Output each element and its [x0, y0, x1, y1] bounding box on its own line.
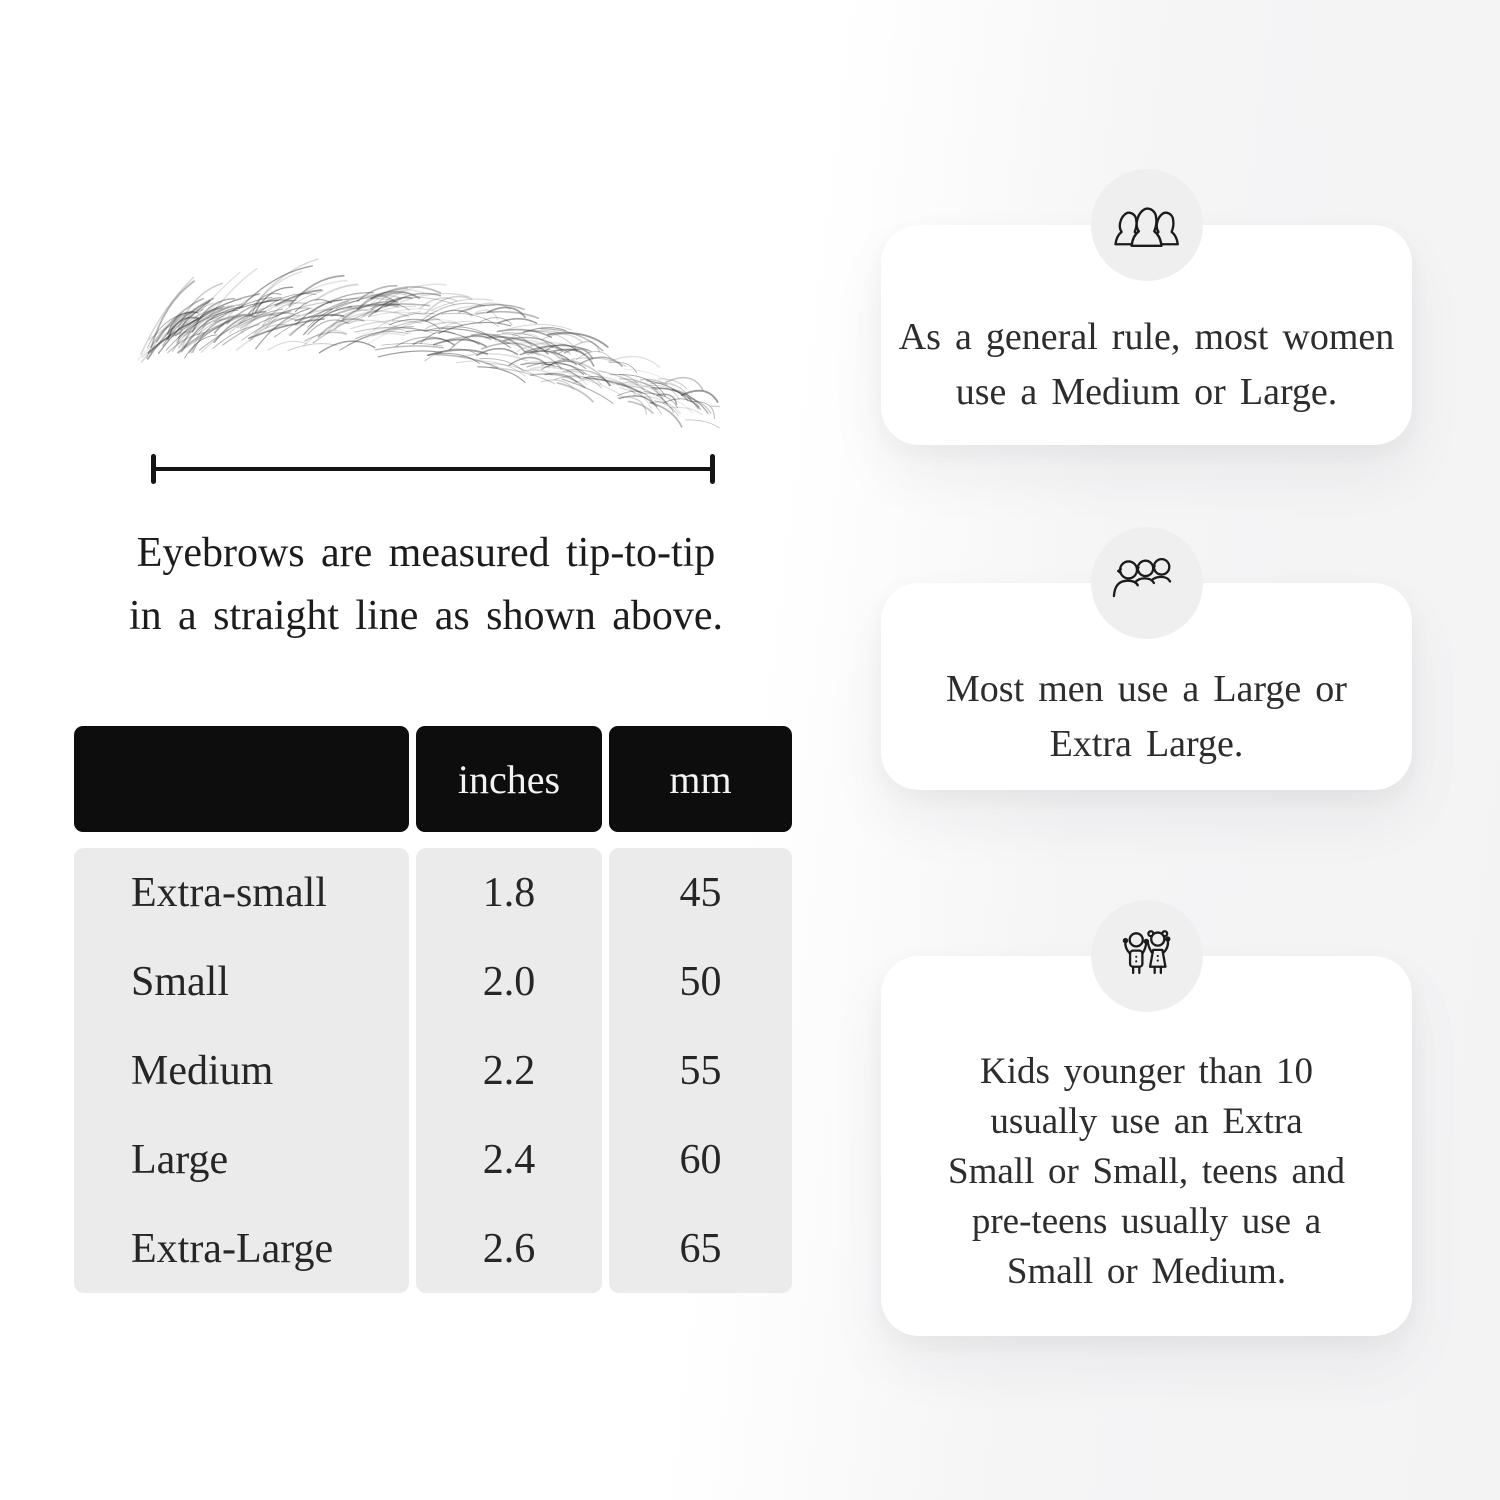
size-table-body: [74, 848, 792, 1293]
card-text: [946, 662, 1347, 772]
mm-column-header: mm: [609, 726, 792, 832]
size-label-column: [74, 848, 409, 1293]
mm-value-cell: 60: [679, 1136, 722, 1183]
card-line: Most men use a Large or: [946, 667, 1347, 710]
men-group-icon: [1108, 553, 1186, 613]
card-line: Extra Large.: [1049, 722, 1244, 765]
card-line: pre-teens usually use a: [971, 1201, 1322, 1242]
card-text: [899, 310, 1395, 420]
card-line: usually use an Extra: [990, 1101, 1303, 1142]
women-group-icon: [1108, 195, 1186, 255]
measure-cap-right: [710, 454, 715, 484]
caption-line-2: in a straight line as shown above.: [129, 593, 723, 639]
eyebrow-sketch-svg: [130, 253, 720, 428]
card-line: Kids younger than 10: [980, 1051, 1313, 1092]
measurement-caption: [96, 522, 756, 648]
inches-value-cell: 1.8: [482, 869, 536, 916]
info-card-women: [881, 225, 1412, 445]
measurement-line: [151, 454, 715, 484]
inches-value-column: [416, 848, 602, 1293]
icon-badge: [1091, 527, 1203, 639]
icon-badge: [1091, 900, 1203, 1012]
mm-value-cell: 45: [679, 869, 722, 916]
card-line: As a general rule, most women: [898, 316, 1395, 358]
kids-icon: [1108, 926, 1186, 986]
card-text: [948, 1047, 1345, 1297]
mm-value-cell: 55: [679, 1047, 722, 1094]
caption-line-1: Eyebrows are measured tip-to-tip: [136, 530, 716, 576]
size-table: [74, 726, 792, 1293]
measure-bar: [151, 467, 715, 471]
size-label-cell: Small: [131, 958, 230, 1005]
card-line: Small or Small, teens and: [948, 1151, 1345, 1192]
card-line: Small or Medium.: [1006, 1251, 1287, 1292]
size-label-cell: Medium: [131, 1047, 274, 1094]
size-label-cell: Large: [131, 1136, 229, 1183]
mm-value-cell: 50: [679, 958, 722, 1005]
info-card-men: [881, 583, 1412, 790]
size-table-header: [74, 726, 792, 832]
inches-value-cell: 2.2: [482, 1047, 536, 1094]
mm-value-column: [609, 848, 792, 1293]
inches-value-cell: 2.0: [482, 958, 536, 1005]
mm-value-cell: 65: [679, 1225, 722, 1272]
eyebrow-illustration: [130, 253, 720, 428]
inches-value-cell: 2.6: [482, 1225, 536, 1272]
size-label-cell: Extra-Large: [131, 1225, 334, 1272]
icon-badge: [1091, 169, 1203, 281]
inches-column-header: inches: [416, 726, 602, 832]
size-label-cell: Extra-small: [131, 869, 327, 916]
info-card-kids: [881, 956, 1412, 1336]
inches-value-cell: 2.4: [482, 1136, 536, 1183]
size-column-header: [74, 726, 409, 832]
card-line: use a Medium or Large.: [955, 371, 1338, 413]
